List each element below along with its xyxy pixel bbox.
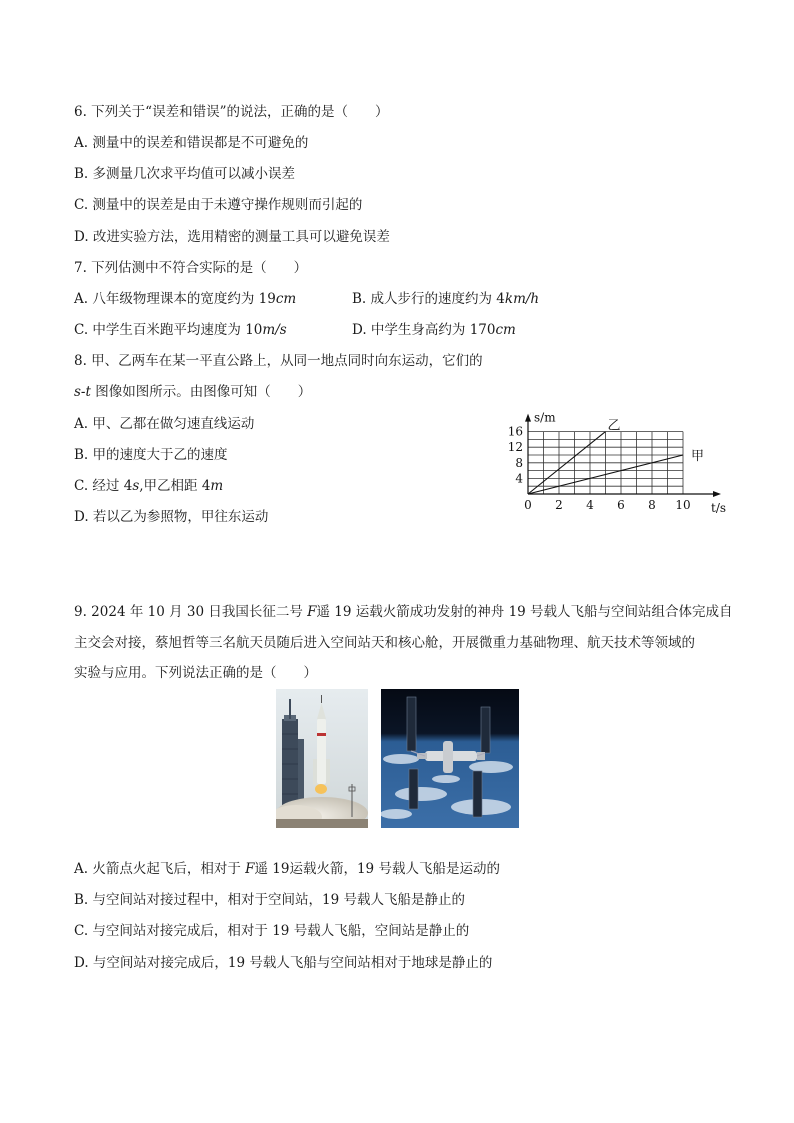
q9-stem-text-a: 9. 2024 年 10 月 30 日我国长征二号 [74, 604, 308, 620]
q7-option-b-text: B. 成人步行的速度约为 4 [352, 291, 505, 307]
q9-option-d: D. 与空间站对接完成后，19 号载人飞船与空间站相对于地球是静止的 [74, 955, 493, 971]
q7-option-d-unit: cm [495, 322, 516, 338]
q9-option-b: B. 与空间站对接过程中，相对于空间站，19 号载人飞船是静止的 [74, 892, 465, 908]
y-tick-label: 16 [507, 424, 523, 439]
q7-option-d-text: D. 中学生身高约为 170 [352, 322, 496, 338]
q6-stem: 6. 下列关于“误差和错误”的说法，正确的是（ ） [74, 104, 389, 120]
rocket-launch-photo [276, 689, 368, 828]
y-axis-label: s/m [534, 410, 556, 425]
q8-option-b: B. 甲的速度大于乙的速度 [74, 447, 228, 463]
q8-stem-line2 [74, 383, 311, 401]
x-tick-label: 0 [524, 498, 532, 512]
y-tick-label: 8 [515, 455, 523, 470]
q8-option-c [74, 477, 223, 495]
y-axis-arrow [525, 414, 531, 422]
x-tick-label: 8 [648, 498, 656, 512]
q7-option-c-text: C. 中学生百米跑平均速度为 10 [74, 322, 263, 338]
series-label-0: 乙 [607, 418, 621, 434]
q8-option-c-unit2: m [210, 478, 224, 494]
q8-stem-text: 图像如图所示。由图像可知（ ） [90, 384, 312, 400]
q9-option-a-text: A. 火箭点火起飞后，相对于 [74, 861, 246, 877]
q9-stem-line2: 主交会对接，蔡旭哲等三名航天员随后进入空间站天和核心舱，开展微重力基础物理、航天技术等领域的 [74, 635, 695, 651]
q9-stem-line1 [74, 603, 733, 621]
y-tick-label: 12 [507, 440, 523, 455]
q6-option-b: B. 多测量几次求平均值可以减小误差 [74, 166, 296, 182]
q7-option-d [352, 321, 516, 339]
space-station-photo [381, 689, 519, 828]
q9-option-a [74, 860, 500, 878]
q7-option-b-unit: km/h [504, 291, 540, 307]
q8-option-a: A. 甲、乙都在做匀速直线运动 [74, 416, 255, 432]
x-tick-label: 2 [555, 498, 563, 512]
x-tick-label: 4 [586, 498, 594, 512]
q7-stem: 7. 下列估测中不符合实际的是（ ） [74, 260, 308, 276]
q7-option-c [74, 321, 287, 339]
q7-option-a [74, 290, 296, 308]
st-chart [498, 354, 728, 519]
q8-option-d: D. 若以乙为参照物，甲往东运动 [74, 509, 269, 525]
q8-stem-unit: s-t [74, 384, 91, 400]
x-axis-arrow [713, 491, 721, 497]
q9-option-a-unit: F [245, 861, 255, 877]
q8-option-c-text2: ,甲乙相距 4 [139, 478, 211, 494]
q9-option-c: C. 与空间站对接完成后，相对于 19 号载人飞船，空间站是静止的 [74, 923, 470, 939]
q7-option-b [352, 290, 539, 308]
series-label-1: 甲 [691, 449, 705, 464]
x-axis-label: t/s [711, 501, 727, 515]
q9-option-a-text2: 遥 19运载火箭，19 号载人飞船是运动的 [254, 861, 500, 877]
q7-option-c-unit: m/s [262, 322, 287, 338]
q6-option-c: C. 测量中的误差是由于未遵守操作规则而引起的 [74, 197, 363, 213]
x-tick-label: 10 [675, 498, 691, 512]
q9-stem-line3: 实验与应用。下列说法正确的是（ ） [74, 665, 317, 681]
q7-option-a-unit: cm [275, 291, 297, 307]
y-tick-label: 4 [515, 471, 523, 486]
q6-option-d: D. 改进实验方法，选用精密的测量工具可以避免误差 [74, 229, 390, 245]
q9-stem-text-b: 遥 19 运载火箭成功发射的神舟 19 号载人飞船与空间站组合体完成自 [316, 604, 733, 620]
q8-option-c-unit: s [132, 478, 140, 494]
q8-stem-line1: 8. 甲、乙两车在某一平直公路上，从同一地点同时向东运动，它们的 [74, 353, 483, 369]
x-tick-label: 6 [617, 498, 625, 512]
q8-option-c-text: C. 经过 4 [74, 478, 133, 494]
q6-option-a: A. 测量中的误差和错误都是不可避免的 [74, 135, 309, 151]
q9-stem-unit: F [307, 604, 317, 620]
q7-option-a-text: A. 八年级物理课本的宽度约为 19 [74, 291, 276, 307]
